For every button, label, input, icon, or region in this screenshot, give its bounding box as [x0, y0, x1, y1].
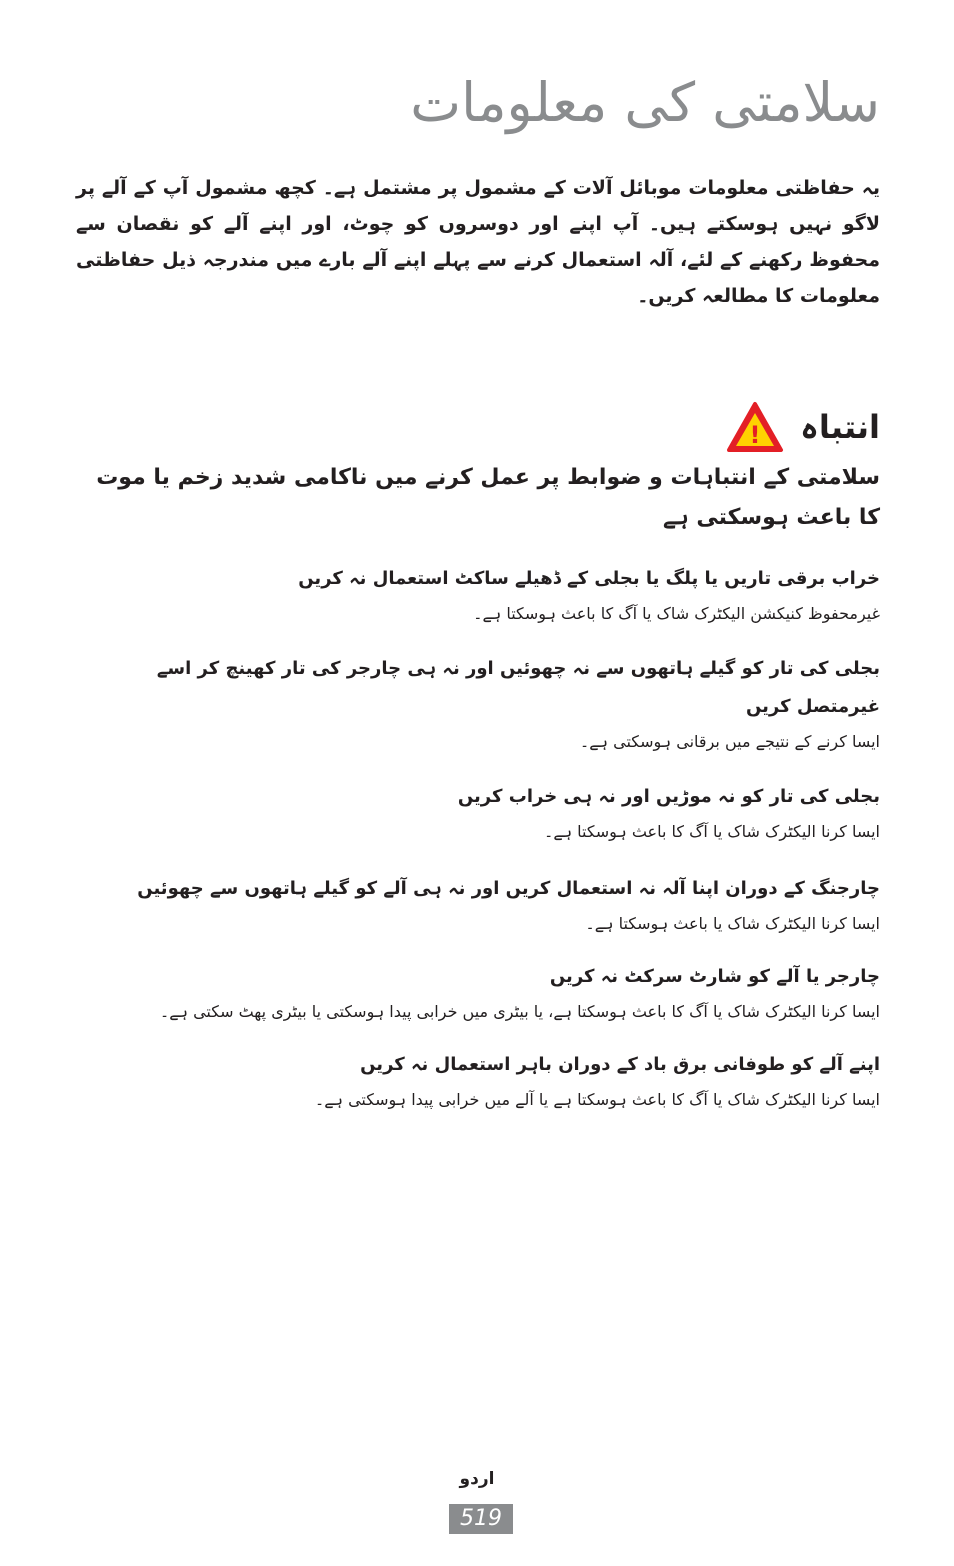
item-title: بجلی کی تار کو گیلے ہاتھوں سے نہ چھوئیں اور نہ ہی چارجر کی تار کھینچ کر اسے غیرمتصل کریں [156, 658, 880, 717]
page-number-badge: 519 [449, 1504, 513, 1534]
warning-triangle-icon [726, 401, 784, 453]
item-title: خراب برقی تاریں یا پلگ یا بجلی کے ڈھیلے ساکٹ استعمال نہ کریں [298, 568, 880, 589]
list-item [76, 650, 880, 758]
list-item [76, 958, 880, 1028]
item-description: ایسا کرنا الیکٹرک شاک یا آگ کا باعث ہوسکتا ہے، یا بیٹری میں خرابی پیدا ہوسکتی یا بیٹری پھٹ سکتی ہے۔ [159, 1002, 880, 1021]
item-description: ایسا کرنا الیکٹرک شاک یا آگ کا باعث ہوسکتا ہے۔ [543, 822, 880, 841]
item-title: چارجر یا آلے کو شارٹ سرکٹ نہ کریں [549, 966, 880, 987]
warning-exclamation: ! [749, 421, 761, 449]
item-description: ایسا کرنا الیکٹرک شاک یا آگ کا باعث ہوسکتا ہے یا آلے میں خرابی پیدا ہوسکتی ہے۔ [314, 1090, 880, 1109]
list-item [76, 560, 880, 630]
list-item [76, 1046, 880, 1116]
item-description: ایسا کرنا الیکٹرک شاک یا باعث ہوسکتا ہے۔ [585, 914, 880, 933]
item-description: غیرمحفوظ کنیکشن الیکٹرک شاک یا آگ کا باعث ہوسکتا ہے۔ [473, 604, 880, 623]
warning-label: انتباہ [800, 408, 880, 446]
list-item [76, 870, 880, 940]
manual-page [76, 0, 880, 1566]
item-description: ایسا کرنے کے نتیجے میں برقانی ہوسکتی ہے۔ [579, 732, 880, 751]
list-item [76, 778, 880, 848]
item-title: اپنے آلے کو طوفانی برق باد کے دوران باہر استعمال نہ کریں [360, 1054, 880, 1075]
item-title: بجلی کی تار کو نہ موڑیں اور نہ ہی خراب کریں [457, 786, 880, 807]
warning-items-list [76, 560, 880, 1116]
footer-language-label: اردو [459, 1469, 495, 1489]
intro-paragraph: یہ حفاظتی معلومات موبائل آلات کے مشمول پر مشتمل ہے۔ کچھ مشمول آپ کے آلے پر لاگو نہیں ہوسکتے ہیں۔ آپ اپنے اور دوسروں کو چوٹ، اور اپنے آلے کو نقصان سے محفوظ رکھنے کے لئے، آلہ استعمال کرنے سے پہلے اپنے آلے بارے میں مندرجہ ذیل حفاظتی معلومات کا مطالعہ کریں۔ [76, 177, 880, 307]
page-title: سلامتی کی معلومات [410, 71, 880, 134]
warning-section-title: سلامتی کے انتباہات و ضوابط پر عمل کرنے میں ناکامی شدید زخم یا موت کا باعث ہوسکتی ہے [96, 465, 880, 530]
warning-header [726, 392, 880, 462]
item-title: چارجنگ کے دوران اپنا آلہ نہ استعمال کریں اور نہ ہی آلے کو گیلے ہاتھوں سے چھوئیں [137, 878, 880, 899]
